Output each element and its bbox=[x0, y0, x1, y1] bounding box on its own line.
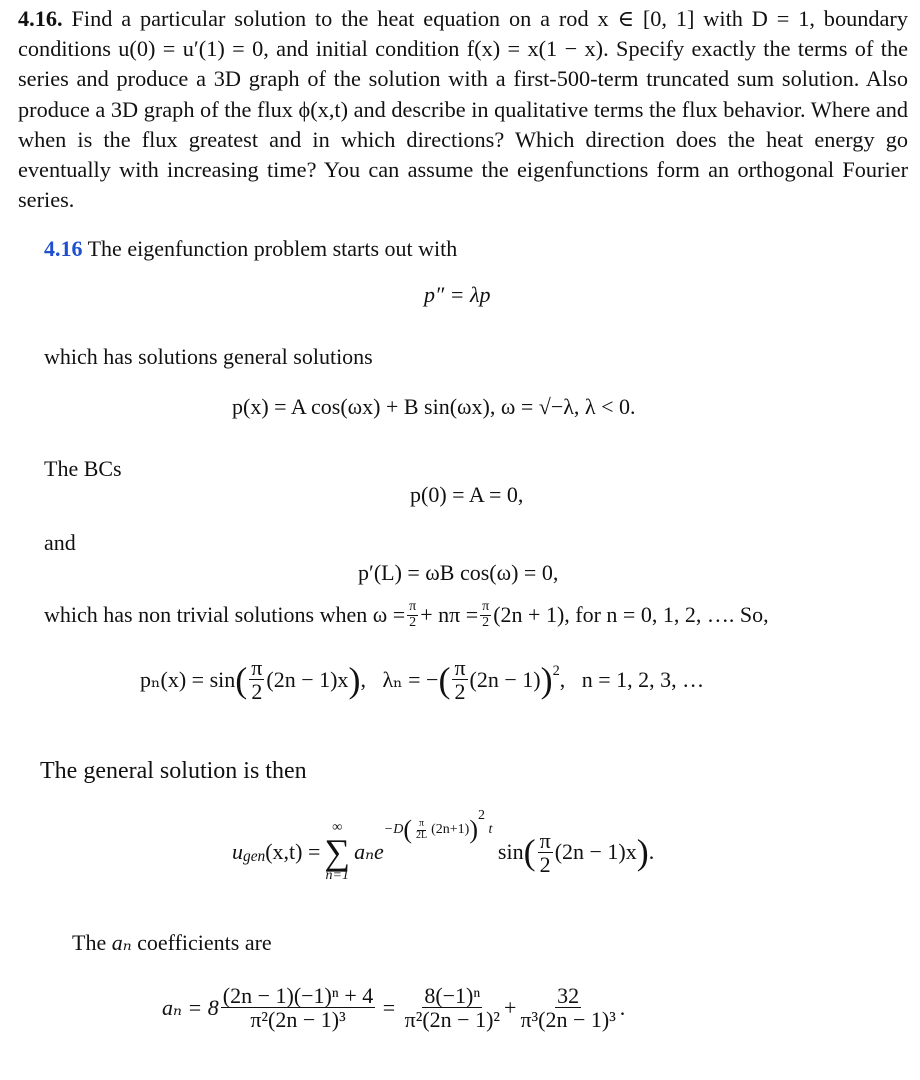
problem-text: Find a particular solution to the heat equation on a rod x ∈ [0, 1] with D = 1, boundary conditions u(0) = u′(1) = 0, and initial condition f(x) = x(1 − x). Specify exactly the terms of the series and produce a 3D graph of the solution with a first-500-term truncated sum solution. Also produce a 3D graph of the flux ϕ(x,t) and describe in qualitative terms the flux behavior. Where and when is the flux greatest and in which directions? Which direction does the heat energy go eventually with increasing time? You can assume the eigenfunctions form an orthogonal Fourier series. bbox=[18, 6, 909, 213]
denominator: 2 bbox=[539, 851, 551, 877]
paren: ( bbox=[403, 815, 412, 845]
summation bbox=[324, 820, 350, 884]
eigenvalue-lhs: λₙ = − bbox=[382, 666, 439, 692]
equation-coefficients bbox=[162, 984, 625, 1031]
sum-upper: ∞ bbox=[332, 820, 343, 835]
denominator: 2L bbox=[416, 829, 428, 841]
condition-text-c: (2n + 1), for n = 0, 1, 2, …. So, bbox=[493, 602, 769, 628]
denominator: π²(2n − 1)³ bbox=[250, 1007, 346, 1033]
sin: sin bbox=[497, 839, 524, 865]
u-args: (x,t) = bbox=[265, 839, 321, 865]
numerator: 32 bbox=[557, 983, 580, 1008]
exponent bbox=[383, 808, 493, 845]
paren: ) bbox=[469, 815, 479, 845]
problem-statement bbox=[18, 4, 908, 215]
exp-t: t bbox=[488, 822, 493, 838]
paren: ) bbox=[348, 659, 361, 700]
numerator: π bbox=[539, 827, 551, 853]
u-symbol: u bbox=[232, 839, 243, 865]
fraction-2 bbox=[403, 984, 502, 1031]
index-range: n = 1, 2, 3, … bbox=[581, 666, 705, 692]
solution-number: 4.16 bbox=[44, 236, 83, 261]
numerator: 8(−1)ⁿ bbox=[424, 983, 481, 1008]
gen-subscript: gen bbox=[243, 847, 266, 865]
period: . bbox=[648, 839, 655, 865]
paren: ( bbox=[235, 659, 248, 700]
pi-over-2 bbox=[407, 600, 418, 630]
exp-prefix: −D bbox=[383, 822, 404, 838]
sin-arg: (2n − 1)x bbox=[554, 839, 637, 865]
numerator: π bbox=[419, 818, 425, 830]
denominator: 2 bbox=[409, 614, 417, 630]
an-lhs: aₙ = 8 bbox=[162, 994, 219, 1020]
equation-eigenfunctions: pₙ(x) = sin ( $\frac{\pi}{2}$ (2n − 1)x ) , λₙ = − ( $\frac{\pi}{2}$ (2n − 1) ) 2 , n = 1, 2, 3, … bbox=[140, 655, 705, 705]
problem-number: 4.16. bbox=[18, 6, 63, 31]
general-eq-text: p(x) = A cos(ωx) + B sin(ωx), ω = √−λ, λ < 0. bbox=[232, 394, 636, 419]
eigenvalue-condition bbox=[44, 600, 769, 630]
paren: ) bbox=[540, 659, 553, 700]
exponent: 2 bbox=[552, 662, 560, 679]
coefficients-are: coefficients are bbox=[137, 930, 272, 955]
denominator: 2 bbox=[482, 614, 490, 630]
exp-mid: (2n+1) bbox=[431, 822, 470, 838]
exp-square: 2 bbox=[478, 808, 486, 824]
fraction-3 bbox=[518, 984, 617, 1031]
pi-over-2 bbox=[452, 656, 467, 703]
eigenfunction-lhs: pₙ(x) = sin bbox=[140, 666, 236, 692]
sigma-icon: ∑ bbox=[324, 832, 351, 872]
coefficients-text bbox=[72, 930, 272, 956]
equation-series-solution bbox=[232, 808, 655, 884]
equation-bc1: p(0) = A = 0, bbox=[410, 482, 524, 507]
solution-intro bbox=[44, 236, 457, 262]
numerator: π bbox=[251, 655, 263, 680]
denominator: π²(2n − 1)² bbox=[404, 1007, 501, 1033]
denominator: 2 bbox=[251, 679, 263, 705]
plus: + bbox=[504, 994, 517, 1020]
period: . bbox=[619, 994, 626, 1020]
paren: ( bbox=[523, 832, 536, 873]
denominator: 2 bbox=[454, 679, 466, 705]
pi-over-2 bbox=[480, 600, 491, 630]
condition-text-a: which has non trivial solutions when ω = bbox=[44, 602, 406, 628]
equals: = bbox=[382, 994, 396, 1020]
numerator: π bbox=[482, 599, 490, 614]
equation-ode bbox=[424, 282, 491, 308]
paren: ( bbox=[438, 659, 451, 700]
intro-text: The eigenfunction problem starts out with bbox=[87, 236, 458, 261]
an-symbol: aₙ bbox=[111, 930, 132, 955]
fraction-1 bbox=[221, 984, 375, 1031]
pi-over-2L bbox=[414, 819, 429, 841]
bcs-text: The BCs bbox=[44, 456, 122, 481]
paren: ) bbox=[636, 832, 649, 873]
numerator: π bbox=[409, 599, 417, 614]
general-solutions-text: which has solutions general solutions bbox=[44, 344, 373, 369]
pi-over-2 bbox=[538, 829, 553, 876]
pi-over-2 bbox=[249, 656, 264, 703]
condition-text-b: + nπ = bbox=[420, 602, 479, 628]
numerator: π bbox=[454, 655, 466, 680]
equation-bc2: p′(L) = ωB cos(ω) = 0, bbox=[358, 560, 559, 585]
sum-lower: n=1 bbox=[325, 868, 349, 884]
general-solution-text: The general solution is then bbox=[40, 758, 307, 784]
the: The bbox=[72, 930, 107, 955]
denominator: π³(2n − 1)³ bbox=[520, 1007, 616, 1033]
equation-general bbox=[232, 394, 635, 420]
and-text: and bbox=[44, 530, 76, 555]
ode-text: p″ = λp bbox=[424, 282, 491, 307]
numerator: (2n − 1)(−1)ⁿ + 4 bbox=[222, 983, 374, 1008]
eigenfunction-arg: (2n − 1)x bbox=[266, 666, 349, 692]
eigenvalue-arg: (2n − 1) bbox=[469, 666, 541, 692]
series-term: aₙe bbox=[354, 839, 384, 865]
